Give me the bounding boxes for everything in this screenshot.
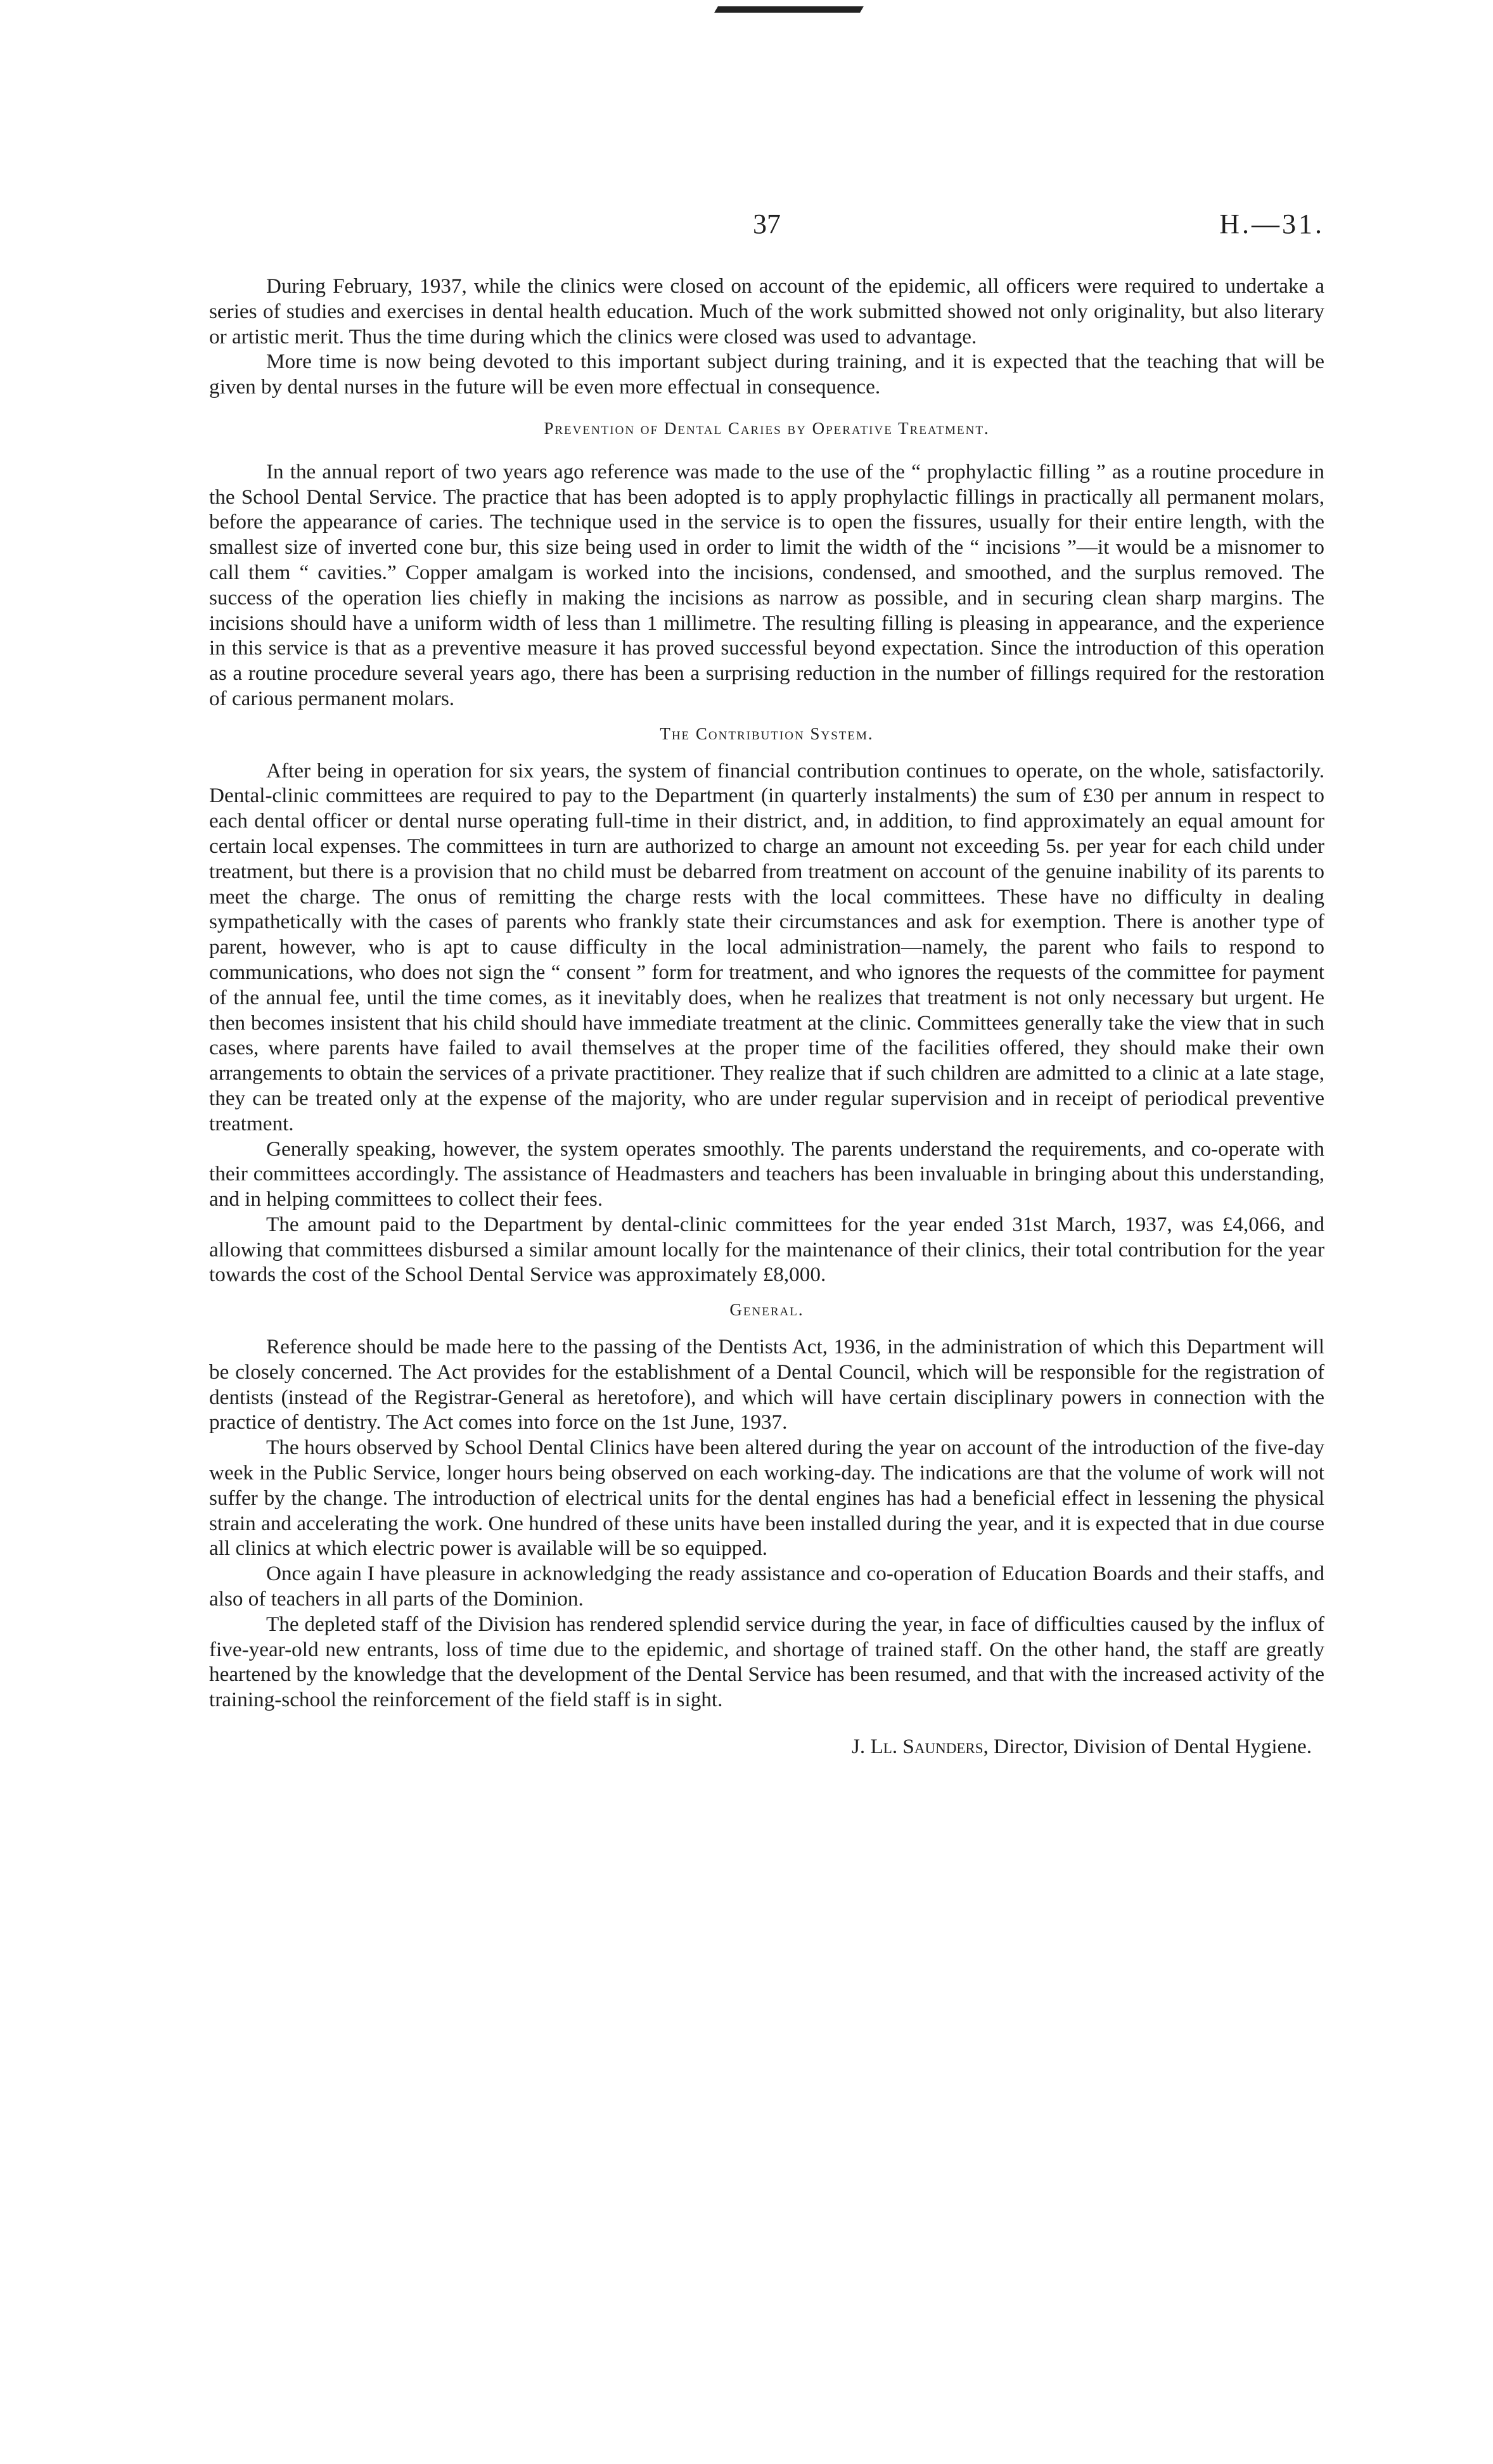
signature-block	[209, 1734, 1324, 1759]
signatory-title: Director, Division of Dental Hygiene.	[994, 1735, 1312, 1759]
general-paragraph-3: Once again I have pleasure in acknowledging the ready assistance and co-operation of Education Boards and their staffs, and also of teachers in all parts of the Dominion.	[209, 1562, 1324, 1611]
signatory-name: J. Ll. Saunders,	[852, 1735, 989, 1759]
prevention-paragraph-1: In the annual report of two years ago reference was made to the use of the “ prophylactic filling ” as a routine procedure in the School Dental Service. The practice that has been adopted is to apply prophylactic fillings in practically all permanent molars, before the appearance of caries. The technique used in the service is to open the fissures, usually for their entire length, with the smallest size of inverted cone bur, this size being used in order to limit the width of the “ incisions ”—it would be a misnomer to call them “ cavities.” Copper amalgam is worked into the incisions, condensed, and smoothed, and the surplus removed. The success of the operation lies chiefly in making the incisions as narrow as possible, and in securing clean sharp margins. The incisions should have a uniform width of less than 1 millimetre. The resulting filling is pleasing in appearance, and the experience in this service is that as a preventive measure it has proved successful beyond expectation. Since the introduction of this operation as a routine procedure several years ago, there has been a surprising reduction in the number of fillings required for the restoration of carious permanent molars.	[209, 459, 1324, 710]
general-paragraph-1: Reference should be made here to the passing of the Dentists Act, 1936, in the administration of which this Department will be closely concerned. The Act provides for the establishment of a Dental Council, which will be responsible for the registration of dentists (instead of the Registrar-General as heretofore), and which will have certain disciplinary powers in connection with the practice of dentistry. The Act comes into force on the 1st June, 1937.	[209, 1335, 1324, 1434]
intro-paragraph-2: More time is now being devoted to this important subject during training, and it is expected that the teaching that will be given by dental nurses in the future will be even more effectual in consequence.	[209, 350, 1324, 399]
document-reference: H.—31.	[1219, 208, 1324, 239]
contribution-paragraph-3: The amount paid to the Department by dental-clinic committees for the year ended 31st March, 1937, was £4,066, and allowing that committees disbursed a similar amount locally for the maintenance of their clinics, their total contribution for the year towards the cost of the School Dental Service was approximately £8,000.	[209, 1212, 1324, 1287]
section-heading-general: General.	[729, 1300, 804, 1320]
contribution-paragraph-2: Generally speaking, however, the system operates smoothly. The parents understand the requirements, and co-operate with their committees accordingly. The assistance of Headmasters and teachers has been invaluable in bringing about this understanding, and in helping committees to collect their fees.	[209, 1137, 1324, 1211]
page-header	[209, 208, 1324, 252]
section-heading-prevention: Prevention of Dental Caries by Operative Treatment.	[544, 418, 990, 438]
top-rule	[714, 6, 864, 13]
general-paragraph-4: The depleted staff of the Division has rendered splendid service during the year, in face of difficulties caused by the influx of five-year-old new entrants, loss of time due to the epidemic, and shortage of trained staff. On the other hand, the staff are greatly heartened by the knowledge that the development of the Dental Service has been resumed, and that with the increased activity of the training-school the reinforcement of the field staff is in sight.	[209, 1612, 1324, 1712]
intro-paragraph-1: During February, 1937, while the clinics were closed on account of the epidemic, all officers were required to undertake a series of studies and exercises in dental health education. Much of the work submitted showed not only originality, but also literary or artistic merit. Thus the time during which the clinics were closed was used to advantage.	[209, 274, 1324, 348]
document-body	[209, 274, 1324, 1759]
contribution-paragraph-1: After being in operation for six years, the system of financial contribution continues to operate, on the whole, satisfactorily. Dental-clinic committees are required to pay to the Department (in quarterly instalments) the sum of £30 per annum in respect to each dental officer or dental nurse operating full-time in their district, and, in addition, to find approximately an equal amount for certain local expenses. The committees in turn are authorized to charge an amount not exceeding 5s. per year for each child under treatment, but there is a provision that no child must be debarred from treatment on account of the genuine inability of its parents to meet the charge. The onus of remitting the charge rests with the local committees. These have no difficulty in dealing sympathetically with the cases of parents who frankly state their circumstances and ask for exemption. There is another type of parent, however, who is apt to cause difficulty in the local administration—namely, the parent who fails to respond to communications, who does not sign the “ consent ” form for treatment, and who ignores the requests of the committee for payment of the annual fee, until the time comes, as it inevitably does, when he realizes that treatment is not only necessary but urgent. He then becomes insistent that his child should have immediate treatment at the clinic. Committees generally take the view that in such cases, where parents have failed to avail themselves at the proper time of the facilities offered, they should make their own arrangements to obtain the services of a private practitioner. They realize that if such children are admitted to a clinic at a late stage, they can be treated only at the expense of the majority, who are under regular supervision and in receipt of periodical preventive treatment.	[209, 758, 1324, 1135]
section-heading-contribution: The Contribution System.	[660, 724, 874, 743]
page-number: 37	[753, 208, 781, 239]
general-paragraph-2: The hours observed by School Dental Clinics have been altered during the year on account of the introduction of the five-day week in the Public Service, longer hours being observed on each working-day. The indications are that the volume of work will not suffer by the change. The introduction of electrical units for the dental engines has had a beneficial effect in lessening the physical strain and accelerating the work. One hundred of these units have been installed during the year, and it is expected that in due course all clinics at which electric power is available will be so equipped.	[209, 1436, 1324, 1561]
